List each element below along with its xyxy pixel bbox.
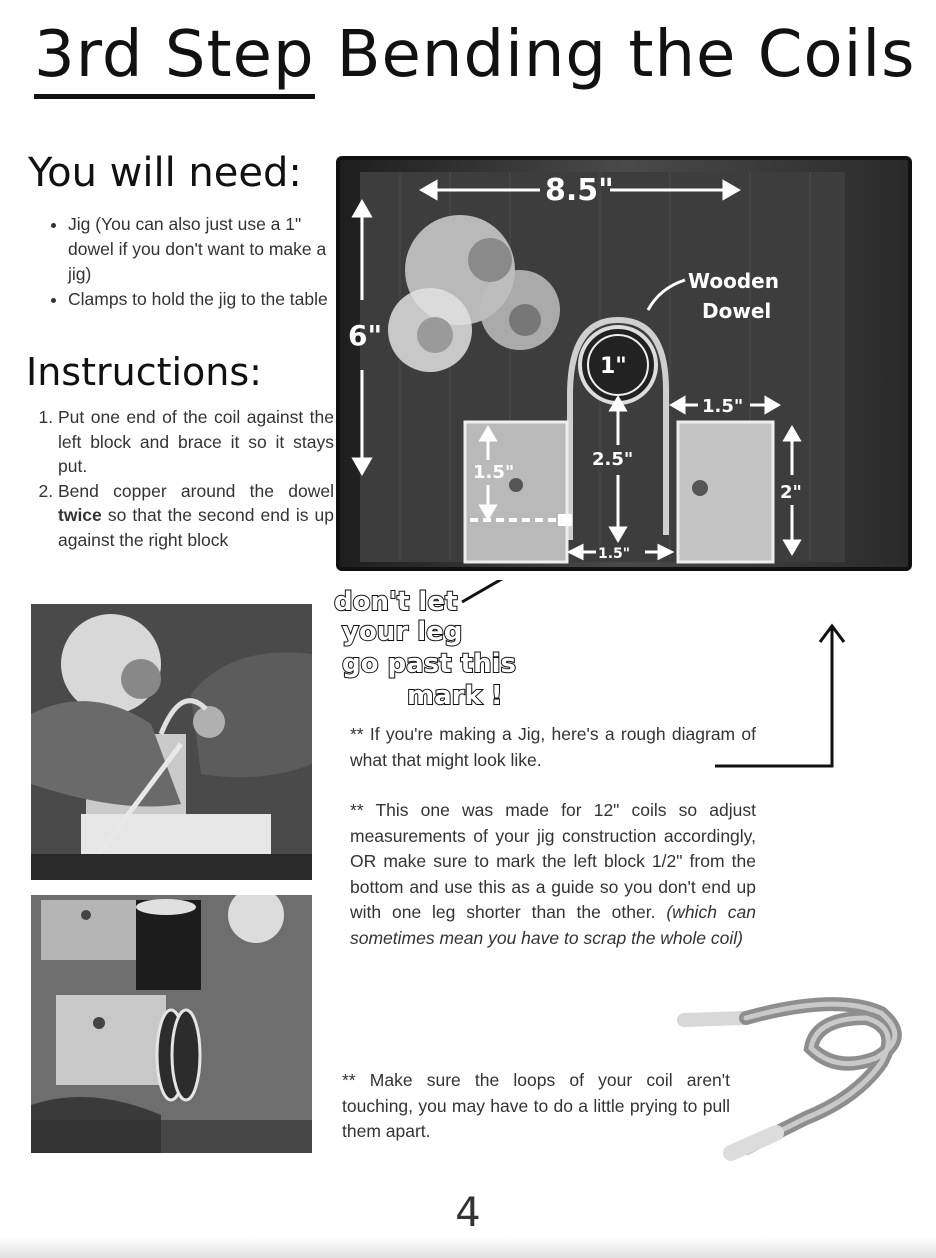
needs-heading: You will need: xyxy=(28,150,302,196)
note-jig: ** If you're making a Jig, here's a rough diagram of what that might look like. xyxy=(350,724,756,770)
warning-line-4: mark ! xyxy=(407,681,503,711)
note-coil-size: ** This one was made for 12" coils so adjust measurements of your jig construction accordingly, OR make sure to mark the left block 1/2" from the bottom and use this as a guide so you don't end up with one leg shorter than the other. (which can sometimes mean you have to scrap the whole coil) xyxy=(350,800,757,948)
photo-bending-image xyxy=(31,604,312,880)
width-label: 8.5" xyxy=(545,173,614,208)
left-block-label: 1.5" xyxy=(473,462,515,483)
photo-coil-on-jig xyxy=(31,895,312,1153)
right-block-label: 2" xyxy=(780,482,802,503)
warning-line-3: go past this xyxy=(342,649,516,679)
needs-list xyxy=(48,212,340,312)
warning-line-1: don't let xyxy=(334,587,458,617)
photo-bending-coil xyxy=(31,604,312,880)
dowel-size-label: 1" xyxy=(600,354,627,379)
instructions-heading: Instructions: xyxy=(26,350,262,394)
emphasis: twice xyxy=(58,505,102,525)
dowel-callout-line2: Dowel xyxy=(702,299,772,323)
jig-diagram-drawing xyxy=(340,160,908,567)
title-text: Bending the Coils xyxy=(336,18,916,92)
warning-line-2: your leg xyxy=(342,617,463,647)
warning-callout xyxy=(332,580,552,720)
list-item: • Jig (You can also just use a 1" dowel if you don't want to make a jig) xyxy=(68,212,340,287)
coil-image xyxy=(676,988,906,1168)
page-title xyxy=(34,18,914,108)
photo-jig-image xyxy=(31,895,312,1153)
middle-label: 2.5" xyxy=(592,449,634,470)
jig-diagram xyxy=(336,156,912,571)
page-number: 4 xyxy=(455,1190,481,1236)
step-label: 3rd Step xyxy=(34,18,315,99)
dowel-callout-line1: Wooden xyxy=(688,269,779,293)
note-italic: (which can sometimes mean you have to scrap the whole coil) xyxy=(350,902,757,948)
right-block xyxy=(678,422,773,562)
height-label: 6" xyxy=(348,319,383,352)
page-bottom-edge xyxy=(0,1238,936,1258)
coil-drawing xyxy=(676,988,906,1168)
list-item: 1. Put one end of the coil against the left block and brace it so it stays put. xyxy=(58,405,334,479)
list-item: 2. Bend copper around the dowel twice so that the second end is up against the right block xyxy=(58,479,334,553)
list-item: • Clamps to hold the jig to the table xyxy=(68,287,340,312)
instructions-list xyxy=(36,405,334,552)
gap-top-label: 1.5" xyxy=(702,396,744,417)
warning-drawing xyxy=(332,580,552,720)
note-loops: ** Make sure the loops of your coil aren't touching, you may have to do a little prying to pull them apart. xyxy=(342,1070,730,1141)
bottom-label: 1.5" xyxy=(598,546,631,562)
